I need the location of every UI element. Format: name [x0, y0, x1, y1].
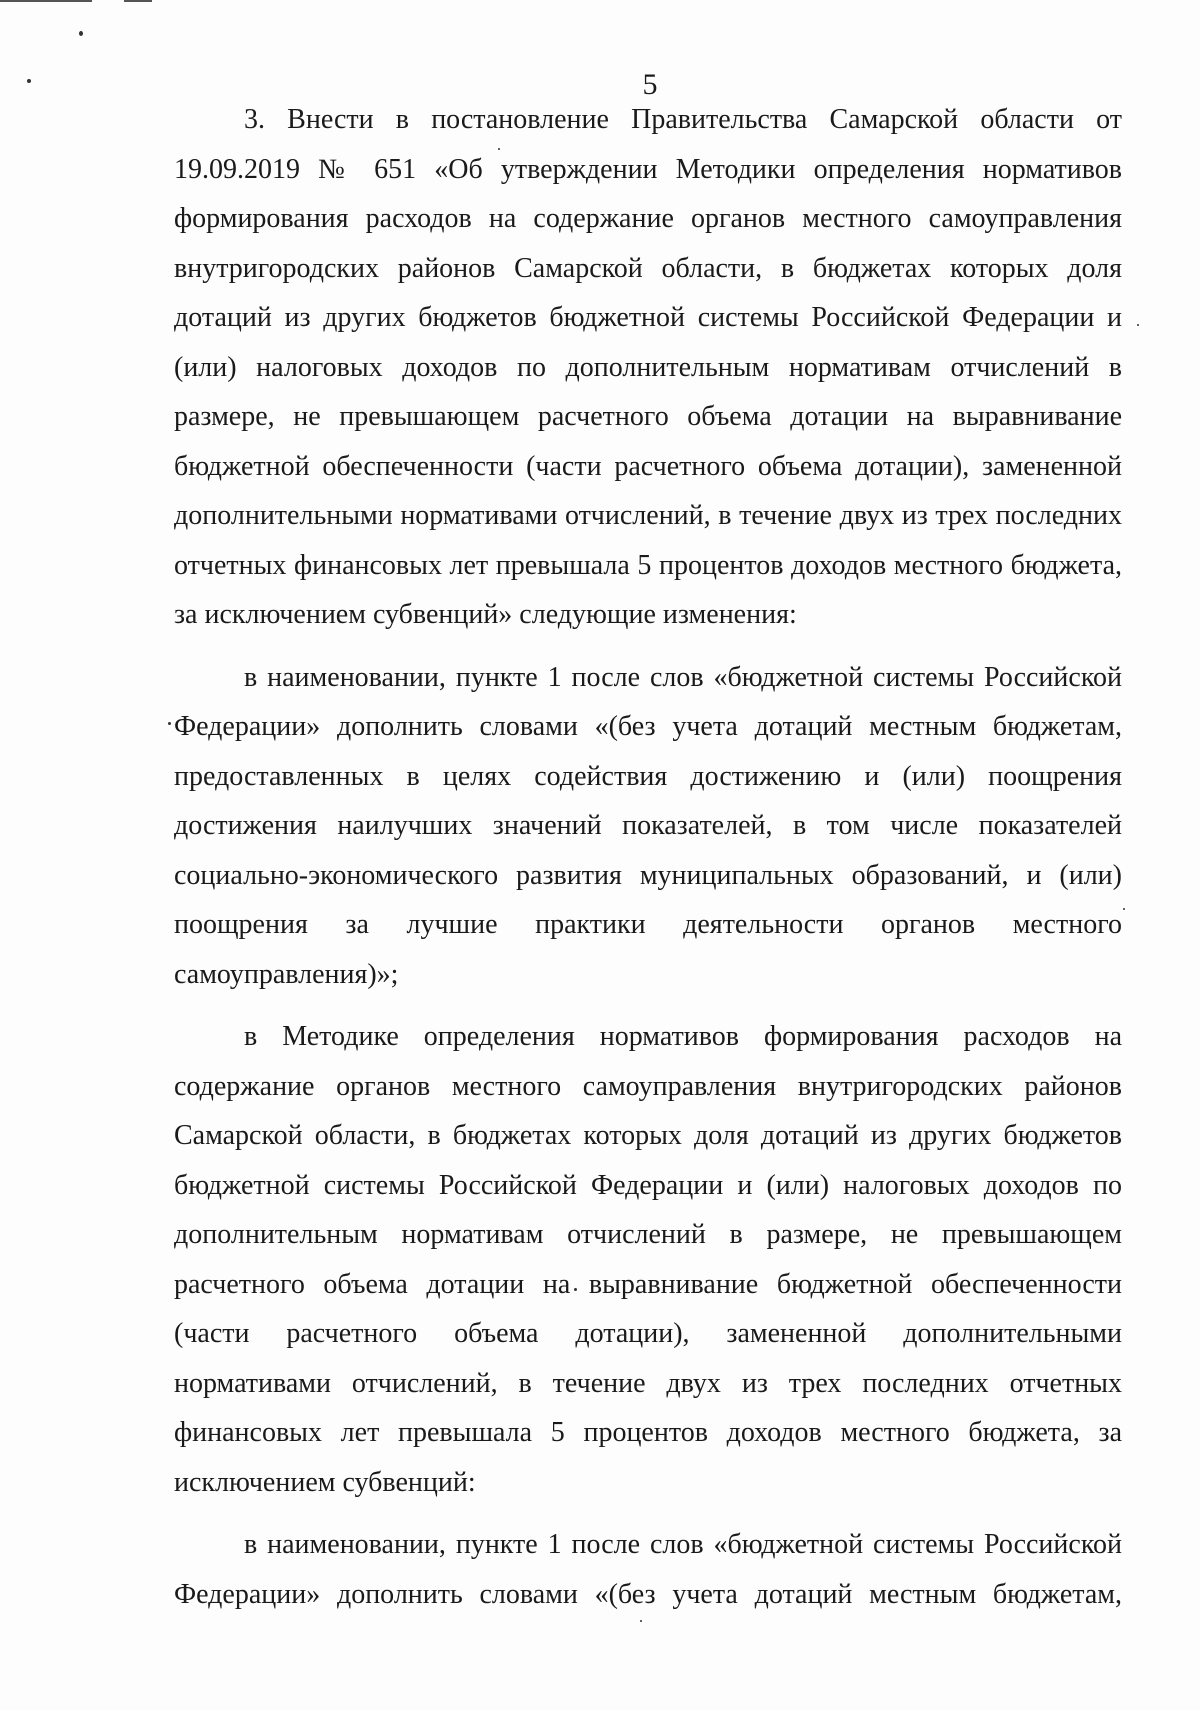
page-number: 5 [642, 68, 658, 101]
scan-speck [1137, 324, 1139, 326]
scan-speck [168, 722, 171, 725]
scan-speck [79, 31, 83, 36]
paragraph: в наименовании, пункте 1 после слов «бюджетной системы Российской Федерации» дополнить словами «(без учета дотаций местным бюджетам, [174, 1529, 1122, 1610]
scan-edge-line [0, 0, 92, 2]
scan-edge-line [124, 0, 152, 2]
document-body [174, 95, 1122, 1619]
paragraph: 3. Внести в постановление Правительства Самарской области от 19.09.2019 № 651 «Об утверждении Методики определения нормативов формирования расходов на содержание органов местного самоуправления внутригородских районов Самарской области, в бюджетах которых доля дотаций из других бюджетов бюджетной системы Российской Федерации и (или) налоговых доходов по дополнительным нормативам отчислений в размере, не превышающем расчетного объема дотации на выравнивание бюджетной обеспеченности (части расчетного объема дотации), замененной дополнительными нормативами отчислений, в течение двух из трех последних отчетных финансовых лет превышала 5 процентов доходов местного бюджета, за исключением субвенций» следующие изменения: [174, 104, 1122, 630]
scan-speck [1123, 908, 1125, 910]
scan-speck [640, 1620, 642, 1622]
paragraph: в наименовании, пункте 1 после слов «бюджетной системы Российской Федерации» дополнить словами «(без учета дотаций местным бюджетам, предоставленных в целях содействия достижению и (или) поощрения достижения наилучших значений показателей, в том числе показателей социально-экономического развития муниципальных образований, и (или) поощрения за лучшие практики деятельности органов местного самоуправления)»; [174, 661, 1122, 990]
paragraph: в Методике определения нормативов формирования расходов на содержание органов местного самоуправления внутригородских районов Самарской области, в бюджетах которых доля дотаций из других бюджетов бюджетной системы Российской Федерации и (или) налоговых доходов по дополнительным нормативам отчислений в размере, не превышающем расчетного объема дотации на выравнивание бюджетной обеспеченности (части расчетного объема дотации), замененной дополнительными нормативами отчислений, в течение двух из трех последних отчетных финансовых лет превышала 5 процентов доходов местного бюджета, за исключением субвенций: [174, 1021, 1122, 1498]
